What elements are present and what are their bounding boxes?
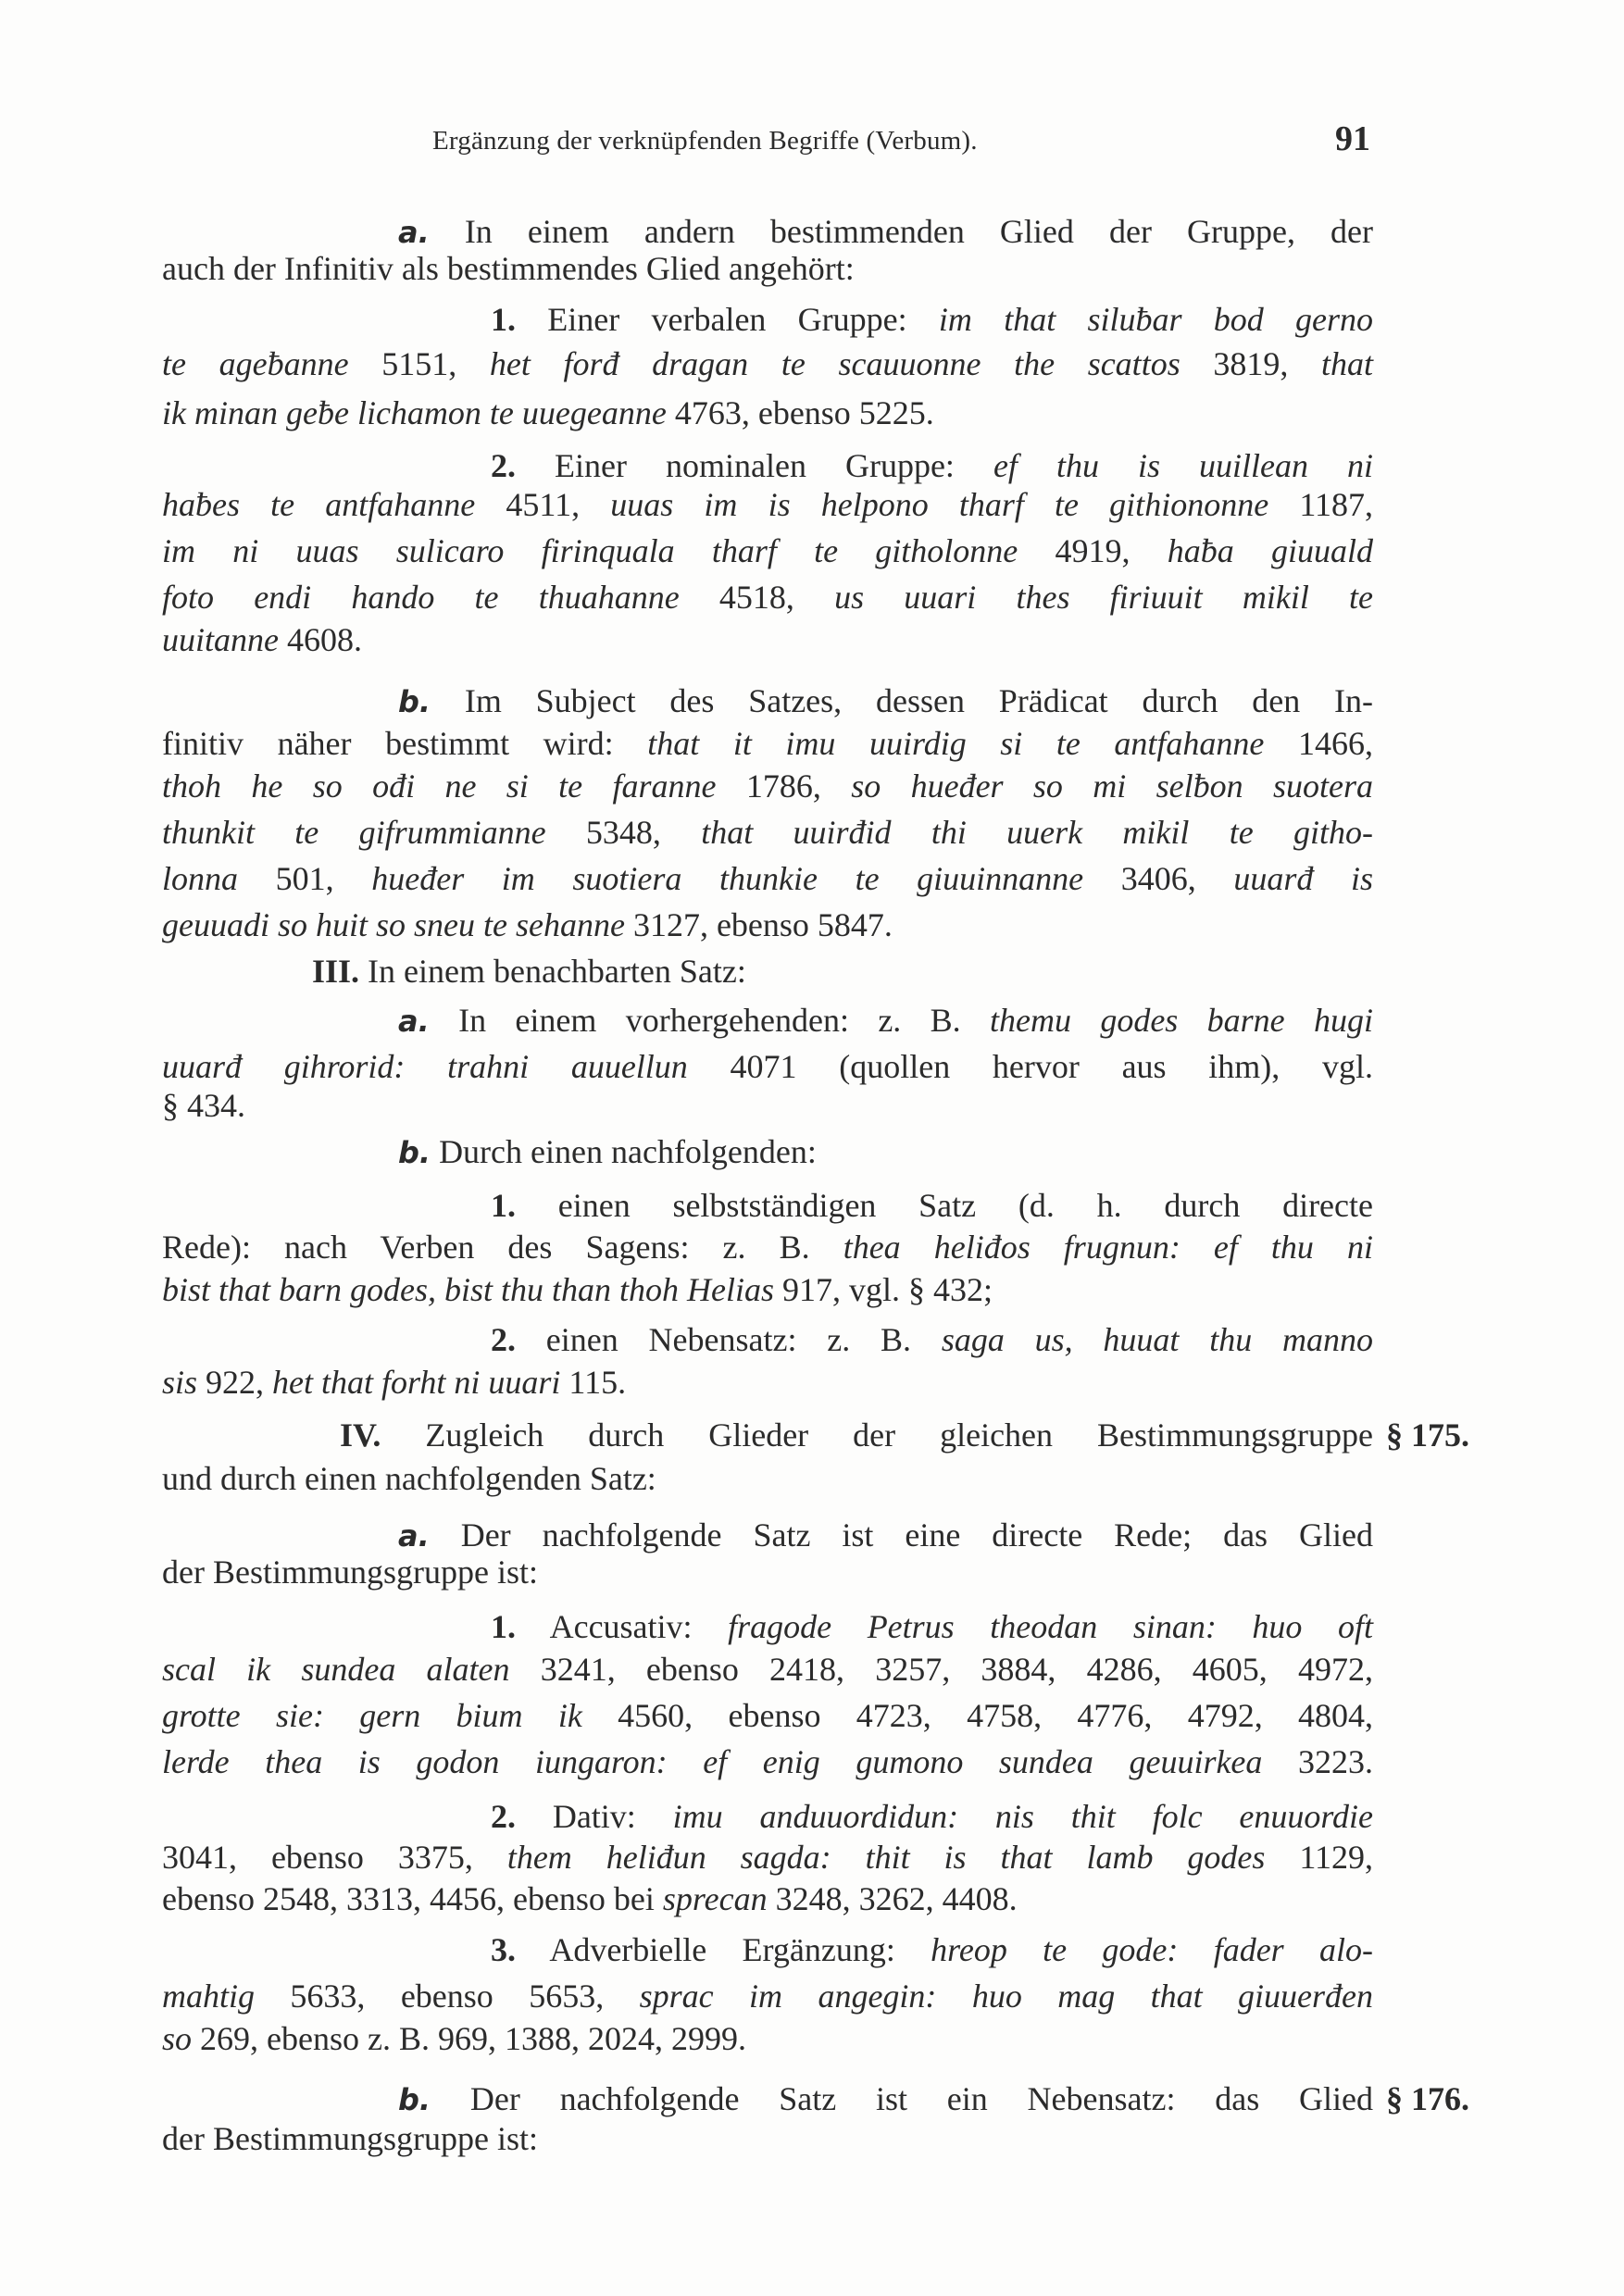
text-line (491, 1794, 1373, 1839)
text-line (398, 2077, 1373, 2121)
line-text: einen Nebensatz: z. B. (516, 1321, 942, 1358)
quoted-heliand-text: geuuadi so huit so sneu te sehanne (162, 906, 625, 943)
quoted-heliand-text: thoh he so ođi ne si te faranne (162, 767, 717, 805)
line-text: Adverbielle Ergänzung: (516, 1931, 931, 1968)
section-marker: 2. (491, 447, 516, 484)
quoted-heliand-text: that it imu uuirdig si te antfahanne (647, 725, 1265, 762)
page-number: 91 (1335, 119, 1370, 158)
quoted-heliand-text: bist that barn godes, bist thu than thoh Helias (162, 1271, 775, 1308)
section-marker: III. (312, 953, 360, 990)
line-text: 4518, (679, 579, 835, 616)
text-line (491, 1928, 1373, 1972)
line-text: 3241, ebenso 2418, 3257, 3884, 4286, 4605, 4972, (509, 1651, 1373, 1688)
text-line (162, 1083, 1373, 1128)
text-line (162, 810, 1373, 855)
quoted-heliand-text: sprac im angegin: huo mag that giuuerđen (639, 1978, 1374, 2015)
quoted-heliand-text: ef thu is uuillean ni (993, 447, 1373, 484)
text-line (162, 529, 1373, 573)
quoted-heliand-text: im ni uuas sulicaro firinquala tharf te githolonne (162, 532, 1018, 569)
quoted-heliand-text: that (1321, 345, 1374, 382)
text-line (162, 482, 1373, 527)
text-line (491, 297, 1373, 342)
running-header: Ergänzung der verknüpfenden Begriffe (Verbum). (432, 126, 978, 156)
text-line (162, 1740, 1373, 1784)
line-text: auch der Infinitiv als bestimmendes Glied angehört: (162, 250, 855, 287)
text-line (398, 679, 1373, 723)
quoted-heliand-text: imu anduuordidun: nis thit folc enuuordie (672, 1798, 1374, 1835)
text-line (162, 903, 1373, 947)
text-line (162, 1550, 1373, 1594)
quoted-heliand-text: haƀes te antfahanne (162, 486, 476, 523)
text-line (162, 1835, 1373, 1879)
line-text: 1129, (1265, 1839, 1374, 1876)
text-line (162, 721, 1373, 766)
section-marker: IV. (340, 1416, 381, 1454)
quoted-heliand-text: uuas im is helpono tharf te githiononne (610, 486, 1269, 523)
line-text: 4071 (quollen hervor aus ihm), vgl. (687, 1048, 1373, 1085)
text-line (162, 2016, 1373, 2061)
line-text: 3041, ebenso 3375, (162, 1839, 507, 1876)
line-text: 4560, ebenso 4723, 4758, 4776, 4792, 4804, (581, 1697, 1374, 1734)
quoted-heliand-text: that uuirđid thi uuerk mikil te githo- (701, 814, 1373, 851)
section-marker: 1. (491, 1187, 516, 1224)
quoted-heliand-text: ik minan geƀe lichamon te uuegeanne (162, 394, 667, 431)
quoted-heliand-text: sprecan (662, 1880, 768, 1917)
section-marker: b. (398, 2082, 431, 2117)
line-text: Dativ: (516, 1798, 673, 1835)
text-line (162, 1693, 1373, 1738)
line-text: 1786, (716, 767, 852, 805)
quoted-heliand-text: uuarđ gihrorid: trahni auuellun (162, 1048, 688, 1085)
line-text: 3406, (1083, 860, 1234, 897)
line-text: 1187, (1268, 486, 1373, 523)
text-line (398, 998, 1373, 1042)
line-text: Der nachfolgende Satz ist ein Nebensatz: das Glied (431, 2080, 1373, 2117)
quoted-heliand-text: uuitanne (162, 621, 279, 658)
line-text: Zugleich durch Glieder der gleichen Bestimmungsgruppe (381, 1416, 1373, 1454)
quoted-heliand-text: scal ik sundea alaten (162, 1651, 510, 1688)
text-line (162, 2116, 1373, 2161)
section-marker: 3. (491, 1931, 516, 1968)
section-marker: 2. (491, 1798, 516, 1835)
quoted-heliand-text: so hueđer so mi selƀon suotera (851, 767, 1374, 805)
quoted-heliand-text: fragode Petrus theodan sinan: huo oft (728, 1608, 1373, 1645)
line-text: 5151, (348, 345, 490, 382)
quoted-heliand-text: haƀa giuuald (1167, 532, 1373, 569)
quoted-heliand-text: mahtig (162, 1978, 256, 2015)
quoted-heliand-text: so (162, 2020, 193, 2057)
section-marker: b. (398, 1135, 431, 1170)
section-marker: b. (398, 684, 431, 719)
line-text: 922, (197, 1364, 273, 1401)
section-marker: 1. (491, 1608, 516, 1645)
text-line (162, 1647, 1373, 1691)
text-line (162, 391, 1373, 435)
section-marker: a. (398, 1518, 430, 1554)
line-text: Durch einen nachfolgenden: (431, 1133, 817, 1170)
quoted-heliand-text: lonna (162, 860, 239, 897)
line-text: 4763, ebenso 5225. (666, 394, 934, 431)
text-line (398, 1129, 1373, 1174)
line-text: finitiv näher bestimmt wird: (162, 725, 648, 762)
text-line (162, 1225, 1373, 1269)
line-text: § 434. (162, 1087, 245, 1124)
quoted-heliand-text: hueđer im suotiera thunkie te giuuinnanne (371, 860, 1084, 897)
quoted-heliand-text: im that siluƀar bod gerno (938, 301, 1373, 338)
line-text: In einem vorhergehenden: z. B. (429, 1002, 990, 1039)
line-text: 5633, ebenso 5653, (255, 1978, 640, 2015)
quoted-heliand-text: thea heliđos frugnun: ef thu ni (843, 1229, 1373, 1266)
section-marker: a. (398, 1004, 430, 1039)
quoted-heliand-text: het that forht ni uuari (272, 1364, 561, 1401)
line-text: 4608. (278, 621, 362, 658)
quoted-heliand-text: them heliđun sagda: thit is that lamb godes (506, 1839, 1266, 1876)
text-line (162, 342, 1373, 386)
text-line (491, 1604, 1373, 1649)
text-line (491, 1317, 1373, 1362)
text-line (491, 443, 1373, 488)
quoted-heliand-text: foto endi hando te thuahanne (162, 579, 680, 616)
text-line (312, 949, 1373, 993)
line-text: ebenso 2548, 3313, 4456, ebenso bei (162, 1880, 663, 1917)
line-text: 4511, (475, 486, 611, 523)
line-text: 1466, (1264, 725, 1374, 762)
quoted-heliand-text: saga us, huuat thu manno (941, 1321, 1374, 1358)
text-line (491, 1183, 1373, 1228)
text-line (162, 1267, 1373, 1312)
section-marker: a. (398, 215, 430, 250)
line-text: In einem benachbarten Satz: (359, 953, 746, 990)
line-text: Rede): nach Verben des Sagens: z. B. (162, 1229, 843, 1266)
text-line (162, 575, 1373, 619)
quoted-heliand-text: us uuari thes firiuuit mikil te (834, 579, 1374, 616)
line-text: der Bestimmungsgruppe ist: (162, 2120, 538, 2157)
quoted-heliand-text: grotte sie: gern bium ik (162, 1697, 582, 1734)
line-text: 3223. (1262, 1743, 1374, 1780)
line-text: Einer nominalen Gruppe: (516, 447, 993, 484)
text-line (162, 764, 1373, 808)
line-text: Accusativ: (516, 1608, 729, 1645)
text-line (162, 856, 1373, 901)
text-line (162, 1877, 1373, 1921)
line-text: 5348, (545, 814, 702, 851)
line-text: 501, (238, 860, 372, 897)
quoted-heliand-text: lerde thea is godon iungaron: ef enig gumono sundea geuuirkea (162, 1743, 1263, 1780)
line-text: In einem andern bestimmenden Glied der Gruppe, der (429, 213, 1373, 250)
line-text: und durch einen nachfolgenden Satz: (162, 1460, 656, 1497)
line-text: 115. (560, 1364, 627, 1401)
line-text: der Bestimmungsgruppe ist: (162, 1554, 538, 1591)
quoted-heliand-text: het forđ dragan te scauuonne the scattos (489, 345, 1181, 382)
line-text: Im Subject des Satzes, dessen Prädicat durch den In- (431, 682, 1373, 719)
line-text: einen selbstständigen Satz (d. h. durch directe (516, 1187, 1373, 1224)
quoted-heliand-text: hreop te gode: fader alo- (931, 1931, 1373, 1968)
text-line (162, 1456, 1373, 1501)
line-text: Einer verbalen Gruppe: (516, 301, 939, 338)
section-marker: 1. (491, 301, 516, 338)
quoted-heliand-text: themu godes barne hugi (990, 1002, 1373, 1039)
quoted-heliand-text: uuarđ is (1233, 860, 1374, 897)
line-text: 3127, ebenso 5847. (624, 906, 893, 943)
text-line (340, 1413, 1373, 1457)
text-line (162, 618, 1373, 662)
line-text: 4919, (1018, 532, 1168, 569)
line-text: Der nachfolgende Satz ist eine directe Rede; das Glied (429, 1516, 1373, 1554)
line-text: 3248, 3262, 4408. (767, 1880, 1018, 1917)
text-line (162, 1360, 1373, 1404)
section-marker: 2. (491, 1321, 516, 1358)
text-line (162, 1974, 1373, 2018)
quoted-heliand-text: te ageƀanne (162, 345, 349, 382)
line-text: 269, ebenso z. B. 969, 1388, 2024, 2999. (192, 2020, 746, 2057)
line-text: 917, vgl. § 432; (774, 1271, 993, 1308)
margin-note-section-175: § 175. (1386, 1416, 1469, 1454)
text-line (162, 246, 1373, 291)
text-line (162, 1044, 1373, 1089)
margin-note-section-176: § 176. (1386, 2080, 1469, 2117)
quoted-heliand-text: sis (162, 1364, 198, 1401)
quoted-heliand-text: thunkit te gifrummianne (162, 814, 546, 851)
line-text: 3819, (1180, 345, 1321, 382)
